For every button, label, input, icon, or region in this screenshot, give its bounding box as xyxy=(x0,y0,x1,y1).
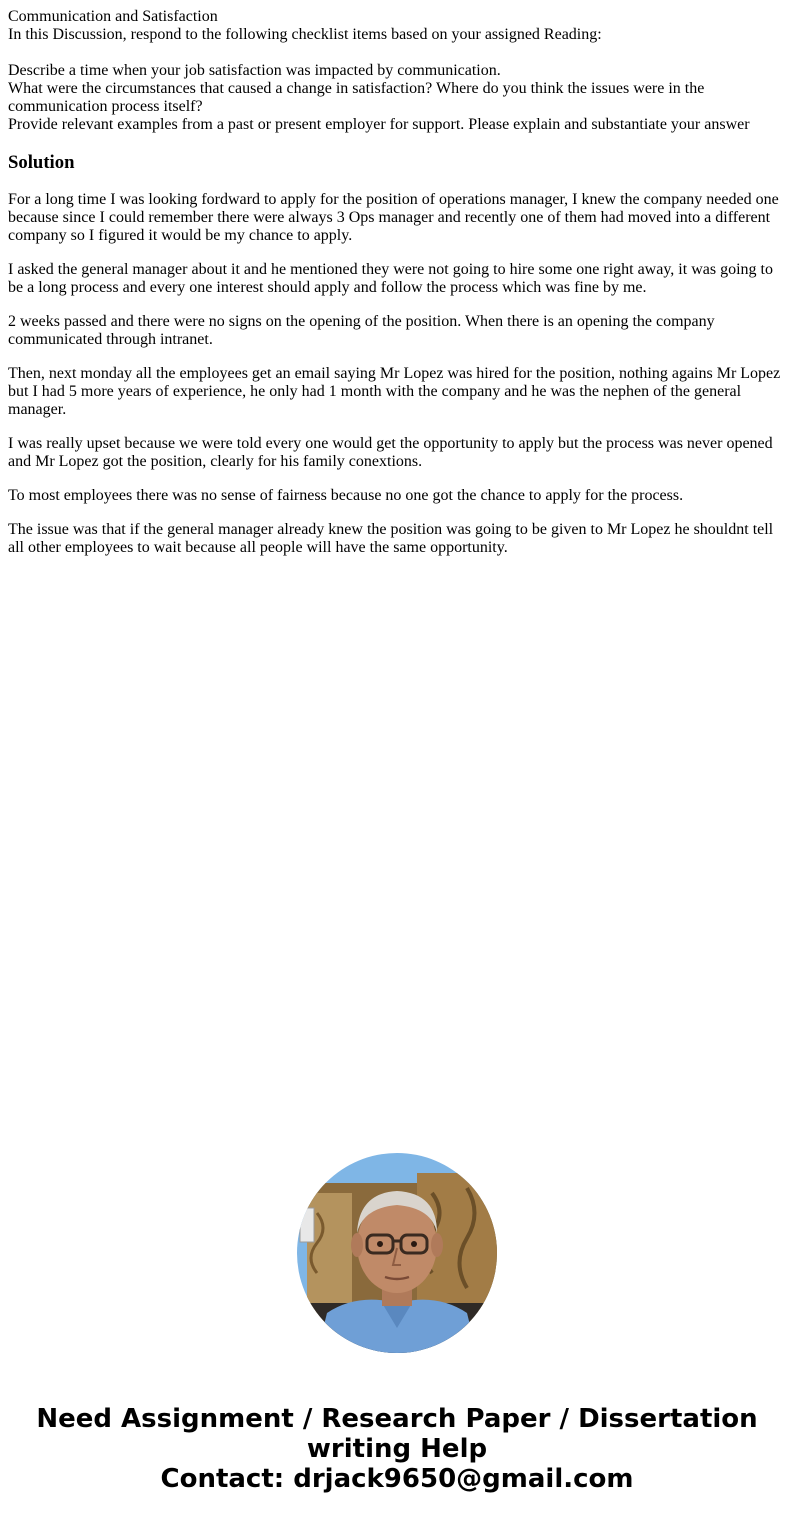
solution-paragraph: 2 weeks passed and there were no signs on the opening of the position. When there is an opening the company communicated through intranet. xyxy=(8,313,715,348)
author-avatar xyxy=(297,1153,497,1353)
solution-paragraph: The issue was that if the general manager already knew the position was going to be given to Mr Lopez he shouldnt tell all other employees to wait because all people will have the same opportunity. xyxy=(8,521,774,556)
question-title: Communication and Satisfaction xyxy=(8,8,218,25)
spacer xyxy=(8,44,786,62)
solution-paragraph: To most employees there was no sense of fairness because no one got the chance to apply for the process. xyxy=(8,487,684,504)
question-block xyxy=(8,8,786,134)
solution-heading: Solution xyxy=(8,152,75,173)
question-intro: In this Discussion, respond to the following checklist items based on your assigned Reading: xyxy=(8,26,602,43)
document-body xyxy=(8,8,786,573)
author-portrait-image xyxy=(297,1153,497,1353)
contact-banner xyxy=(0,1404,794,1494)
promo-line-1: Need Assignment / Research Paper / Dissertation xyxy=(36,1404,758,1434)
solution-body xyxy=(8,191,786,557)
promo-contact: Contact: drjack9650@gmail.com xyxy=(160,1464,634,1494)
checklist-item: Describe a time when your job satisfaction was impacted by communication. xyxy=(8,62,501,79)
solution-paragraph: Then, next monday all the employees get an email saying Mr Lopez was hired for the position, nothing agains Mr Lopez but I had 5 more years of experience, he only had 1 month with the company and he was the nephen of the general manager. xyxy=(8,365,781,418)
solution-paragraph: I was really upset because we were told every one would get the opportunity to apply but the process was never opened and Mr Lopez got the position, clearly for his family conextions. xyxy=(8,435,773,470)
promo-line-2: writing Help xyxy=(306,1434,488,1464)
solution-paragraph: For a long time I was looking fordward to apply for the position of operations manager, I knew the company needed one because since I could remember there were always 3 Ops manager and recently one of them had moved into a different company so I figured it would be my chance to apply. xyxy=(8,191,779,244)
solution-paragraph: I asked the general manager about it and he mentioned they were not going to hire some one right away, it was going to be a long process and every one interest should apply and follow the process which was fine by me. xyxy=(8,261,773,296)
checklist-item: What were the circumstances that caused a change in satisfaction? Where do you think the issues were in the communication process itself? xyxy=(8,80,705,115)
checklist-item: Provide relevant examples from a past or present employer for support. Please explain and substantiate your answer xyxy=(8,116,750,133)
